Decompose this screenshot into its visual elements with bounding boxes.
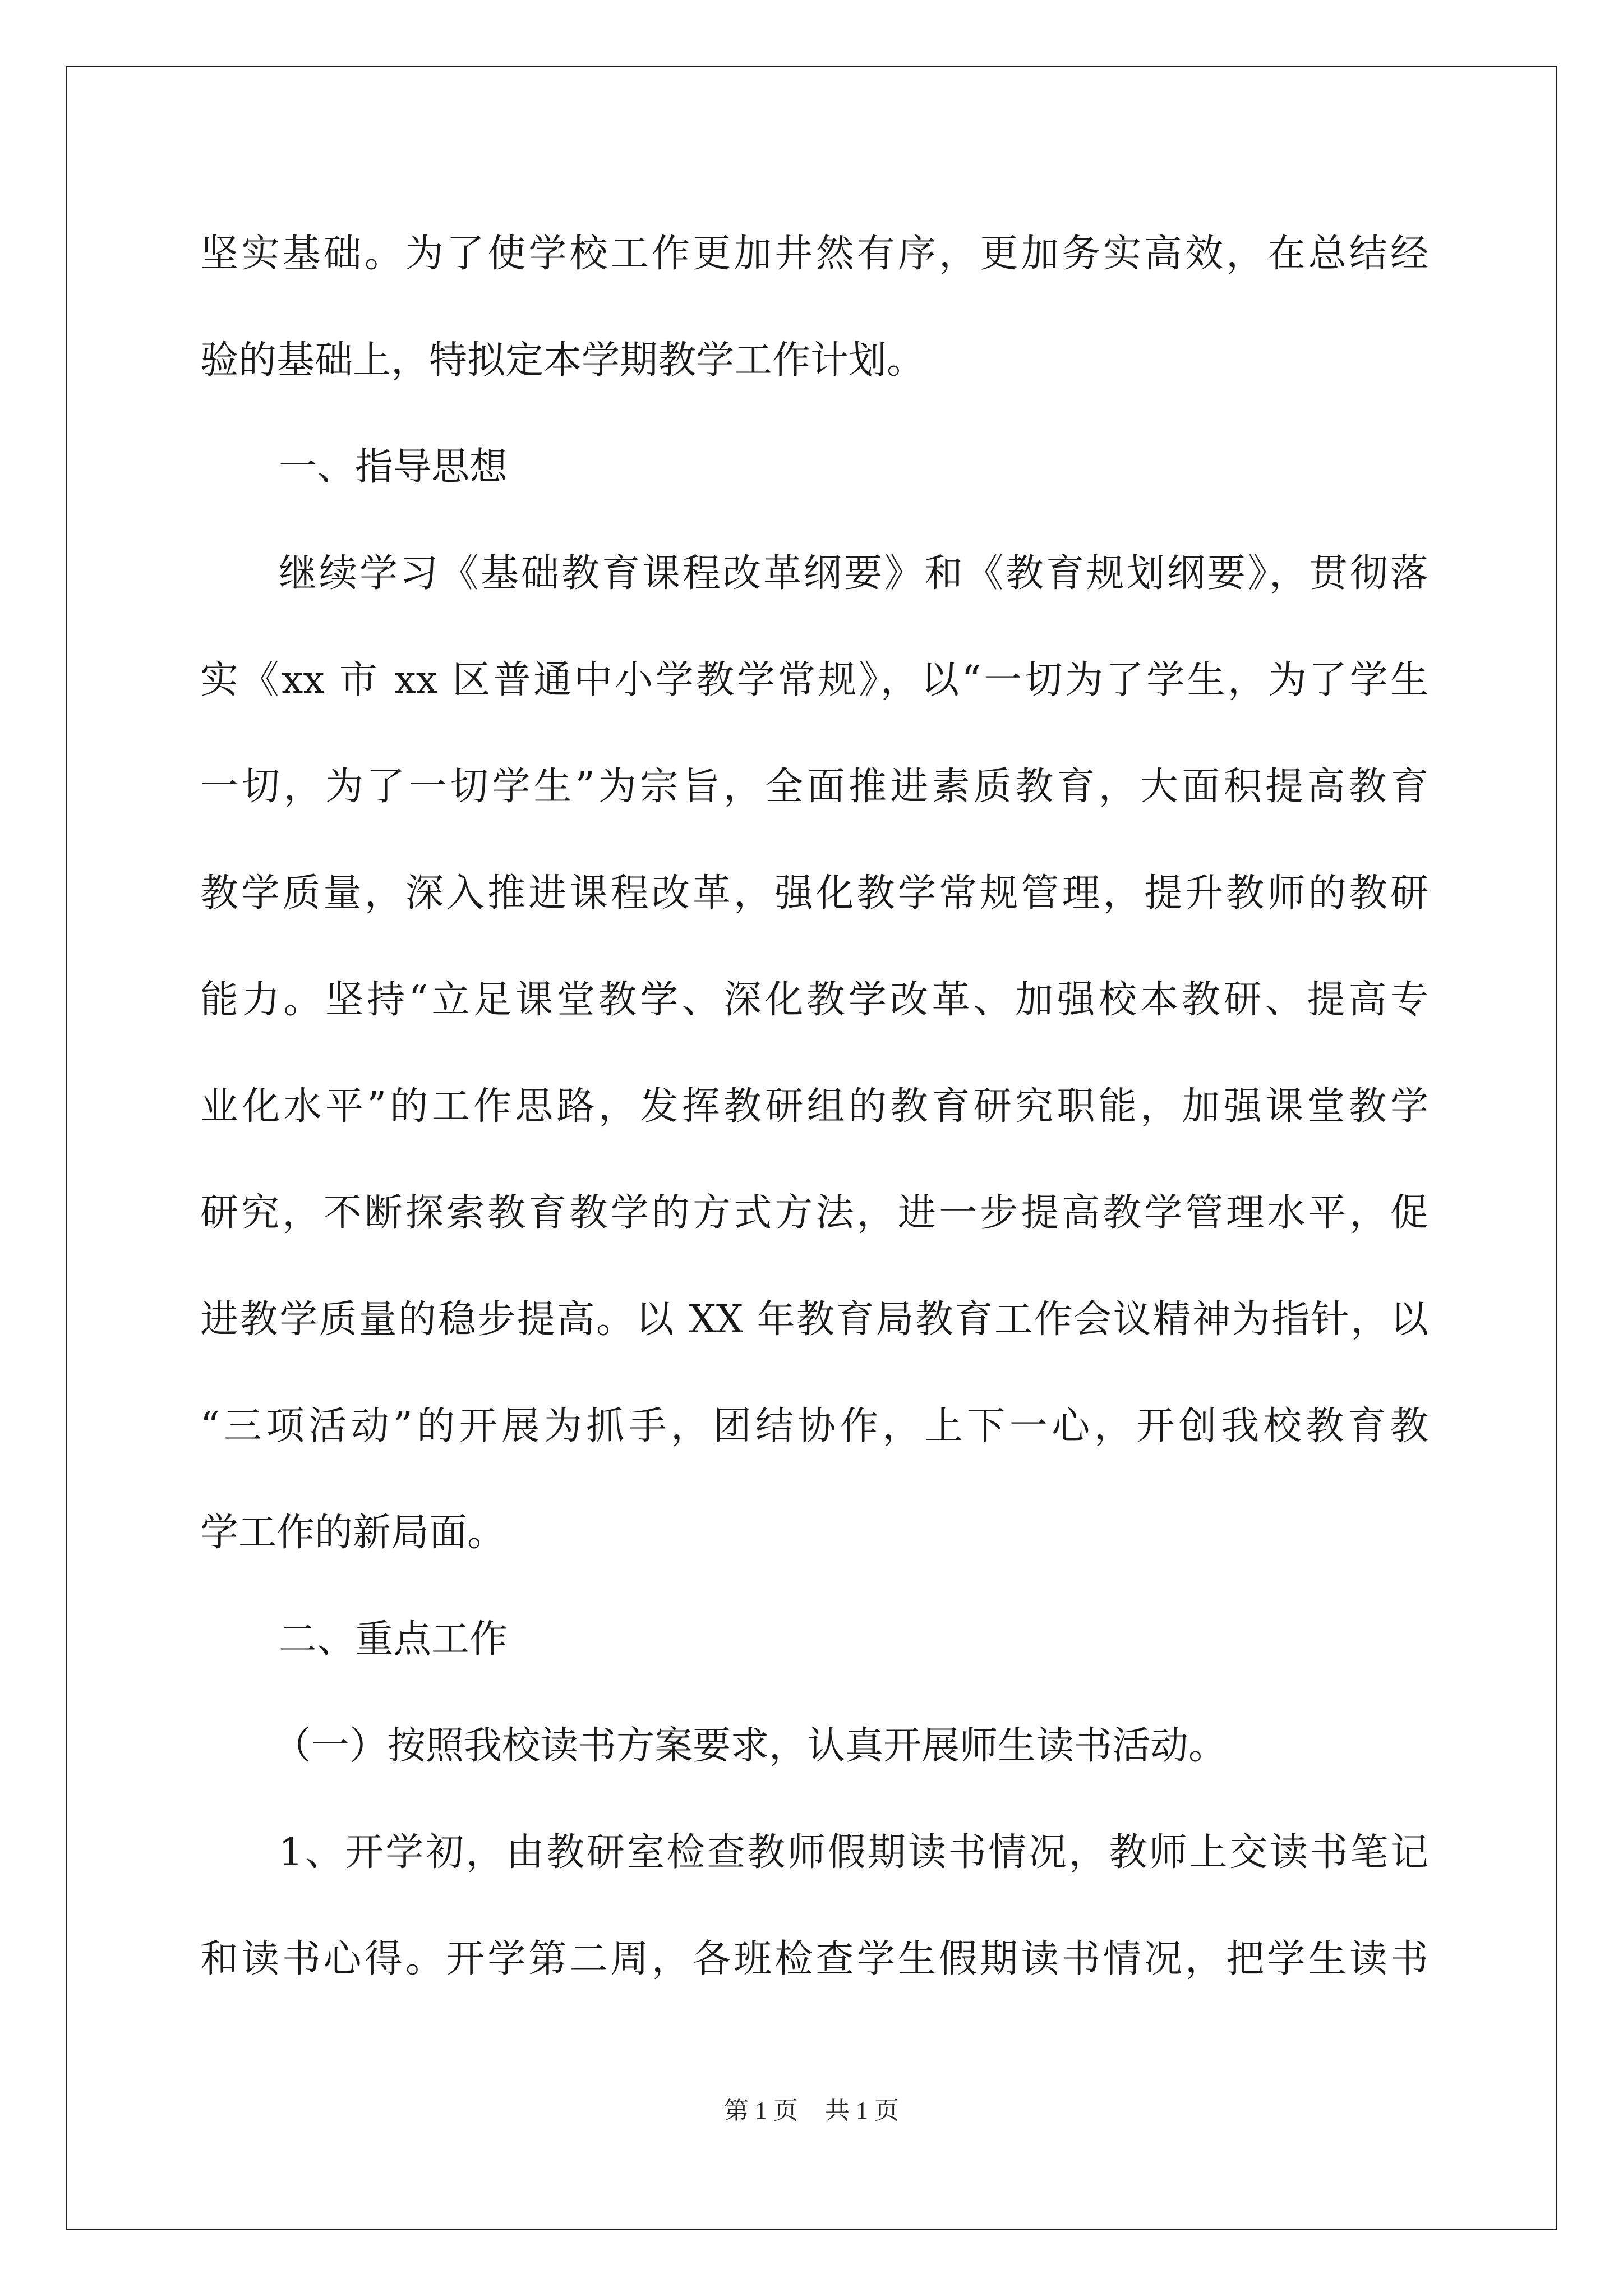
paragraph-line: 一切，为了一切学生”为宗旨，全面推进素质教育，大面积提高教育: [200, 765, 1428, 809]
page-number: 第 1 页: [724, 2097, 798, 2124]
section-heading-key-work: 二、重点工作: [279, 1617, 508, 1662]
paragraph-line: 坚实基础。为了使学校工作更加井然有序，更加务实高效，在总结经: [200, 232, 1428, 276]
paragraph-line: 研究，不断探索教育教学的方式方法，进一步提高教学管理水平，促: [200, 1191, 1428, 1235]
section-heading-guiding-thought: 一、指导思想: [279, 445, 508, 489]
paragraph-line: 1、开学初，由教研室检查教师假期读书情况，教师上交读书笔记: [279, 1830, 1428, 1875]
paragraph-line: 教学质量，深入推进课程改革，强化教学常规管理，提升教师的教研: [200, 871, 1428, 915]
page-total: 共 1 页: [825, 2097, 899, 2124]
page-border: [66, 66, 1557, 2230]
paragraph-line: 和读书心得。开学第二周，各班检查学生假期读书情况，把学生读书: [200, 1937, 1428, 1981]
paragraph-line: 实《xx 市 xx 区普通中小学教学常规》，以“一切为了学生，为了学生: [200, 658, 1428, 702]
paragraph-line: 业化水平”的工作思路，发挥教研组的教育研究职能，加强课堂教学: [200, 1084, 1428, 1129]
page-footer: [0, 2095, 1623, 2127]
subsection-heading: （一）按照我校读书方案要求，认真开展师生读书活动。: [273, 1724, 1227, 1768]
paragraph-line: “三项活动”的开展为抓手，团结协作，上下一心，开创我校教育教: [200, 1404, 1428, 1448]
paragraph-line: 学工作的新局面。: [200, 1511, 506, 1555]
paragraph-line: 继续学习《基础教育课程改革纲要》和《教育规划纲要》，贯彻落: [279, 551, 1428, 596]
paragraph-line: 能力。坚持“立足课堂教学、深化教学改革、加强校本教研、提高专: [200, 978, 1428, 1022]
paragraph-line: 进教学质量的稳步提高。以 XX 年教育局教育工作会议精神为指针，以: [200, 1297, 1428, 1342]
paragraph-line: 验的基础上，特拟定本学期教学工作计划。: [200, 338, 925, 383]
